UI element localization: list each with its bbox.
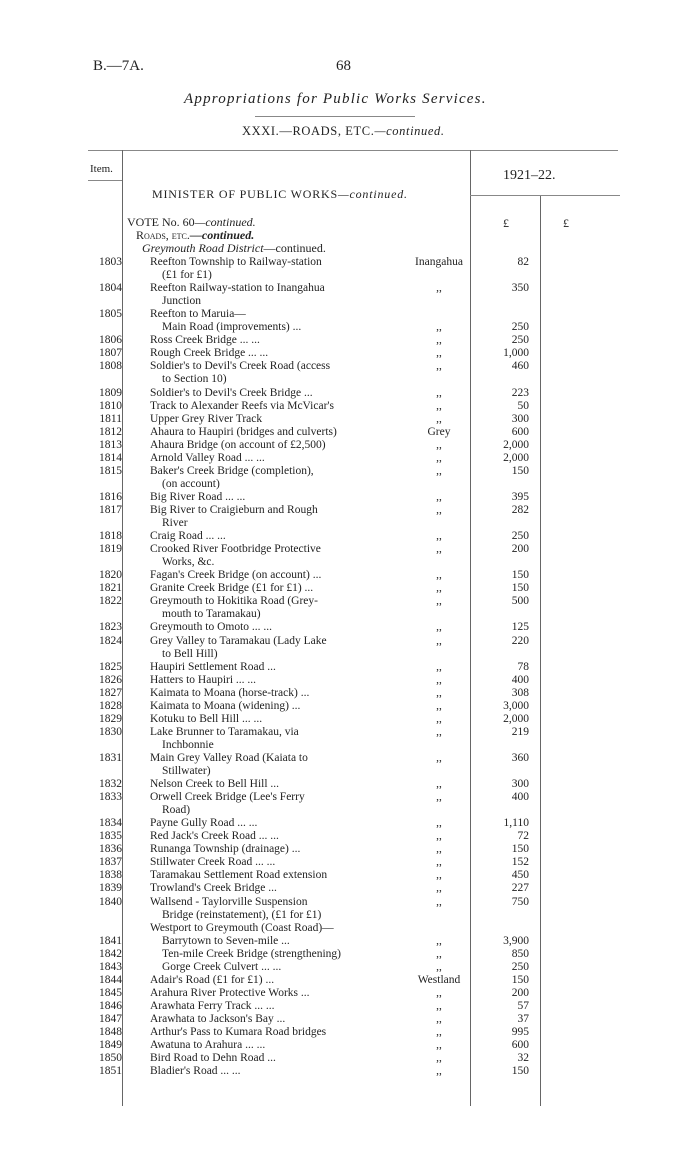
item-description: Main Road (improvements) ... [162, 321, 302, 334]
item-number: 1838 [99, 869, 122, 882]
item-amount: 150 [511, 464, 529, 477]
item-amount: 350 [511, 282, 529, 295]
item-amount: 219 [511, 725, 529, 738]
item-amount: 150 [511, 843, 529, 856]
item-district: Grey [427, 425, 451, 438]
item-number: 1833 [99, 791, 122, 804]
item-description: Kaimata to Moana (horse-track) ... [150, 686, 310, 699]
item-district: ,, [436, 347, 442, 360]
item-amount: 395 [511, 490, 529, 503]
item-description: Big River to Craigieburn and Rough [150, 504, 318, 516]
item-number: 1834 [99, 817, 122, 830]
item-description: Craig Road ... ... [150, 530, 226, 542]
item-district: ,, [436, 464, 442, 477]
item-description: Big River Road ... ... [150, 490, 246, 503]
item-description: Orwell Creek Bridge (Lee's Ferry [150, 791, 305, 804]
item-number: 1849 [99, 1039, 122, 1051]
item-description: Arahura River Protective Works ... [150, 986, 310, 999]
item-description: Crooked River Footbridge Protective [150, 543, 321, 556]
item-district: ,, [436, 282, 442, 295]
item-number: 1848 [99, 1026, 122, 1038]
item-district: ,, [436, 530, 442, 542]
item-district: ,, [436, 960, 442, 973]
item-district: ,, [436, 712, 442, 725]
item-description: Granite Creek Bridge (£1 for £1) ... [150, 582, 314, 595]
item-district: ,, [436, 699, 442, 712]
item-description: Westport to Greymouth (Coast Road)— [150, 921, 334, 934]
item-description: Rough Creek Bridge ... ... [150, 347, 269, 360]
item-amount: 250 [511, 530, 529, 542]
item-district: ,, [436, 673, 442, 686]
item-district: ,, [436, 895, 442, 908]
item-amount: 32 [517, 1052, 529, 1065]
item-number: 1825 [99, 660, 122, 673]
item-number: 1807 [99, 347, 122, 360]
district-heading-main: Greymouth Road District [142, 241, 264, 255]
item-description: Grey Valley to Taramakau (Lady Lake [150, 634, 327, 647]
item-amount: 125 [511, 621, 529, 634]
page-title: Appropriations for Public Works Services. [184, 91, 487, 107]
item-number: 1840 [99, 895, 122, 908]
item-description: Wallsend - Taylorville Suspension [150, 895, 308, 908]
item-amount: 995 [511, 1026, 529, 1038]
item-number: 1820 [99, 569, 122, 582]
item-number: 1845 [99, 986, 122, 999]
item-district: ,, [436, 386, 442, 399]
item-amount: 300 [511, 778, 529, 790]
item-description: Greymouth to Hokitika Road (Grey- [150, 595, 318, 608]
item-number: 1804 [99, 282, 122, 295]
currency-symbol-2: £ [563, 216, 569, 230]
item-number: 1812 [99, 425, 122, 438]
minister-heading-main: MINISTER OF PUBLIC WORKS [152, 187, 338, 201]
vote-heading-main: VOTE No. 60 [127, 215, 195, 229]
item-amount: 450 [511, 869, 529, 882]
item-description: Payne Gully Road ... ... [150, 817, 258, 830]
item-description: Arawhata to Jackson's Bay ... [150, 1012, 286, 1025]
item-amount: 500 [511, 595, 529, 608]
item-description: Lake Brunner to Taramakau, via [150, 725, 299, 738]
item-district: ,, [436, 869, 442, 882]
item-description: River [162, 517, 188, 529]
item-number: 1826 [99, 673, 122, 686]
title-rule [255, 116, 415, 117]
item-description: Reefton Township to Railway-station [150, 256, 322, 268]
item-district: ,, [436, 686, 442, 699]
item-district: ,, [436, 399, 442, 412]
roads-heading-main: Roads, etc. [136, 228, 190, 242]
item-amount: 600 [511, 1039, 529, 1051]
item-description: (£1 for £1) [162, 269, 212, 282]
item-district: ,, [436, 856, 442, 869]
item-number: 1830 [99, 725, 122, 738]
item-description: Arawhata Ferry Track ... ... [150, 999, 275, 1012]
item-district: ,, [436, 791, 442, 804]
item-amount: 360 [511, 751, 529, 764]
item-number: 1808 [99, 360, 122, 373]
item-district: ,, [436, 778, 442, 790]
item-description: Reefton Railway-station to Inangahua [150, 282, 325, 295]
item-description: mouth to Taramakau) [162, 608, 261, 621]
item-number: 1844 [99, 973, 122, 986]
item-number: 1817 [99, 504, 122, 516]
item-number: 1827 [99, 686, 122, 699]
item-description: Gorge Creek Culvert ... ... [162, 960, 282, 973]
item-amount: 150 [511, 1065, 529, 1078]
item-number: 1810 [99, 399, 122, 412]
item-number: 1806 [99, 334, 122, 347]
item-district: ,, [436, 504, 442, 516]
item-district: ,, [436, 569, 442, 582]
item-district: ,, [436, 1026, 442, 1038]
item-amount: 2,000 [503, 438, 529, 451]
item-number: 1839 [99, 882, 122, 895]
item-district: ,, [436, 947, 442, 960]
item-district: ,, [436, 451, 442, 464]
item-district: ,, [436, 1065, 442, 1078]
item-amount: 78 [517, 660, 529, 673]
item-description: Kaimata to Moana (widening) ... [150, 699, 301, 712]
item-description: Ten-mile Creek Bridge (strengthening) [162, 947, 341, 960]
item-amount: 250 [511, 334, 529, 347]
item-district: ,, [436, 438, 442, 451]
item-amount: 1,110 [503, 817, 529, 830]
item-description: Arthur's Pass to Kumara Road bridges [150, 1026, 327, 1038]
item-description: Bird Road to Dehn Road ... [150, 1052, 276, 1065]
item-description: Junction [162, 295, 201, 308]
item-description: Awatuna to Arahura ... ... [150, 1039, 266, 1051]
item-description: to Section 10) [162, 373, 227, 386]
amount-column-divider [540, 195, 541, 1106]
item-description: Track to Alexander Reefs via McVicar's [150, 399, 334, 412]
item-number: 1837 [99, 856, 122, 869]
item-number: 1836 [99, 843, 122, 856]
item-amount: 37 [517, 1012, 529, 1025]
item-number: 1835 [99, 830, 122, 843]
item-amount: 400 [511, 673, 529, 686]
item-amount: 3,000 [503, 699, 529, 712]
item-number: 1841 [99, 934, 122, 947]
item-description: Greymouth to Omoto ... ... [150, 621, 273, 634]
item-amount: 150 [511, 973, 529, 986]
item-description: Road) [162, 804, 191, 817]
item-amount: 300 [511, 412, 529, 425]
item-district: ,, [436, 934, 442, 947]
item-description: Ahaura Bridge (on account of £2,500) [150, 438, 326, 451]
column-header-year: 1921–22. [503, 168, 556, 183]
page-number: 68 [336, 58, 351, 74]
item-amount: 400 [511, 791, 529, 804]
item-number: 1831 [99, 751, 122, 764]
document-reference: B.—7A. [93, 58, 144, 74]
minister-heading [152, 187, 408, 202]
item-district: ,, [436, 621, 442, 634]
item-district: ,, [436, 1012, 442, 1025]
item-amount: 227 [511, 882, 529, 895]
item-description: Baker's Creek Bridge (completion), [150, 464, 314, 477]
item-amount: 250 [511, 321, 529, 334]
item-description: (on account) [162, 477, 220, 490]
item-amount: 50 [517, 399, 529, 412]
item-number: 1842 [99, 947, 122, 960]
item-description: Fagan's Creek Bridge (on account) ... [150, 569, 322, 582]
item-district: ,, [436, 725, 442, 738]
item-number: 1819 [99, 543, 122, 556]
item-district: ,, [436, 543, 442, 556]
item-amount: 750 [511, 895, 529, 908]
item-description: Soldier's to Devil's Creek Bridge ... [150, 386, 313, 399]
item-amount: 850 [511, 947, 529, 960]
item-description: Bridge (reinstatement), (£1 for £1) [162, 908, 322, 921]
item-district: ,, [436, 334, 442, 347]
item-number: 1828 [99, 699, 122, 712]
section-subtitle-main: XXXI.—ROADS, ETC. [242, 124, 375, 138]
item-description: Taramakau Settlement Road extension [150, 869, 328, 882]
item-amount: 600 [511, 425, 529, 438]
item-district: ,, [436, 582, 442, 595]
item-district: ,, [436, 321, 442, 334]
item-amount: 200 [511, 543, 529, 556]
item-amount: 308 [511, 686, 529, 699]
item-amount: 200 [511, 986, 529, 999]
item-district: ,, [436, 830, 442, 843]
item-description: Upper Grey River Track [150, 412, 263, 425]
item-description: Hatters to Haupiri ... ... [150, 673, 257, 686]
item-number: 1803 [99, 256, 122, 268]
item-description: Works, &c. [162, 556, 215, 569]
item-number: 1813 [99, 438, 122, 451]
item-number: 1811 [99, 412, 122, 425]
item-description: Arnold Valley Road ... ... [150, 451, 265, 464]
item-number: 1829 [99, 712, 122, 725]
item-district: ,, [436, 634, 442, 647]
item-description: Stillwater Creek Road ... ... [150, 856, 276, 869]
item-district: ,, [436, 490, 442, 503]
item-amount: 220 [511, 634, 529, 647]
item-description: Inchbonnie [162, 738, 214, 751]
roads-heading-continued: —continued. [189, 228, 255, 242]
item-district: ,, [436, 999, 442, 1012]
item-amount: 150 [511, 569, 529, 582]
item-description: Bladier's Road ... ... [150, 1065, 241, 1078]
table-top-rule [88, 150, 618, 151]
column-header-item: Item. [90, 163, 113, 175]
item-amount: 152 [511, 856, 529, 869]
item-number: 1818 [99, 530, 122, 542]
vote-heading-continued: —continued. [194, 215, 256, 229]
item-district: ,, [436, 1052, 442, 1065]
item-description: Ahaura to Haupiri (bridges and culverts) [150, 425, 337, 438]
item-description: Reefton to Maruia— [150, 308, 246, 321]
item-number: 1824 [99, 634, 122, 647]
item-district: ,, [436, 751, 442, 764]
item-number: 1847 [99, 1012, 122, 1025]
item-amount: 3,900 [503, 934, 529, 947]
minister-heading-continued: —continued. [338, 187, 408, 201]
item-column-divider [122, 150, 123, 1106]
item-number: 1846 [99, 999, 122, 1012]
district-heading-continued: —continued. [263, 241, 326, 255]
item-number: 1823 [99, 621, 122, 634]
item-number: 1805 [99, 308, 122, 321]
item-header-rule [88, 180, 122, 181]
item-amount: 150 [511, 582, 529, 595]
item-amount: 460 [511, 360, 529, 373]
item-description: Ross Creek Bridge ... ... [150, 334, 260, 347]
item-number: 1850 [99, 1052, 122, 1065]
item-district: ,, [436, 843, 442, 856]
item-description: Nelson Creek to Bell Hill ... [150, 778, 280, 790]
item-description: Stillwater) [162, 765, 211, 777]
year-header-rule [470, 195, 620, 196]
item-amount: 72 [517, 830, 529, 843]
item-district: ,, [436, 660, 442, 673]
item-number: 1809 [99, 386, 122, 399]
item-district: ,, [436, 412, 442, 425]
item-amount: 250 [511, 960, 529, 973]
item-amount: 57 [517, 999, 529, 1012]
item-number: 1821 [99, 582, 122, 595]
item-description: Kotuku to Bell Hill ... ... [150, 712, 263, 725]
item-number: 1814 [99, 451, 122, 464]
item-district: Westland [417, 973, 461, 986]
item-district: ,, [436, 1039, 442, 1051]
item-district: ,, [436, 882, 442, 895]
item-amount: 82 [517, 256, 529, 268]
item-amount: 2,000 [503, 712, 529, 725]
item-district: ,, [436, 817, 442, 830]
item-district: Inangahua [415, 256, 463, 268]
section-subtitle-continued: —continued. [374, 124, 445, 138]
item-district: ,, [436, 360, 442, 373]
item-district: ,, [436, 595, 442, 608]
item-description: Barrytown to Seven-mile ... [162, 934, 290, 947]
item-number: 1815 [99, 464, 122, 477]
district-heading [142, 241, 326, 256]
item-number: 1851 [99, 1065, 122, 1078]
item-description: Main Grey Valley Road (Kaiata to [150, 751, 308, 764]
item-amount: 223 [511, 386, 529, 399]
item-number: 1822 [99, 595, 122, 608]
item-description: Haupiri Settlement Road ... [150, 660, 276, 673]
item-number: 1816 [99, 490, 122, 503]
section-subtitle [242, 124, 445, 139]
item-amount: 282 [511, 504, 529, 516]
item-number: 1843 [99, 960, 122, 973]
item-description: Red Jack's Creek Road ... ... [150, 830, 279, 843]
item-description: Runanga Township (drainage) ... [150, 843, 301, 856]
item-district: ,, [436, 986, 442, 999]
item-amount: 1,000 [503, 347, 529, 360]
item-description: Adair's Road (£1 for £1) ... [150, 973, 275, 986]
item-number: 1832 [99, 778, 122, 790]
item-amount: 2,000 [503, 451, 529, 464]
item-description: to Bell Hill) [162, 647, 218, 660]
item-description: Soldier's to Devil's Creek Road (access [150, 360, 331, 373]
item-description: Trowland's Creek Bridge ... [150, 882, 277, 895]
currency-symbol-1: £ [503, 216, 509, 230]
